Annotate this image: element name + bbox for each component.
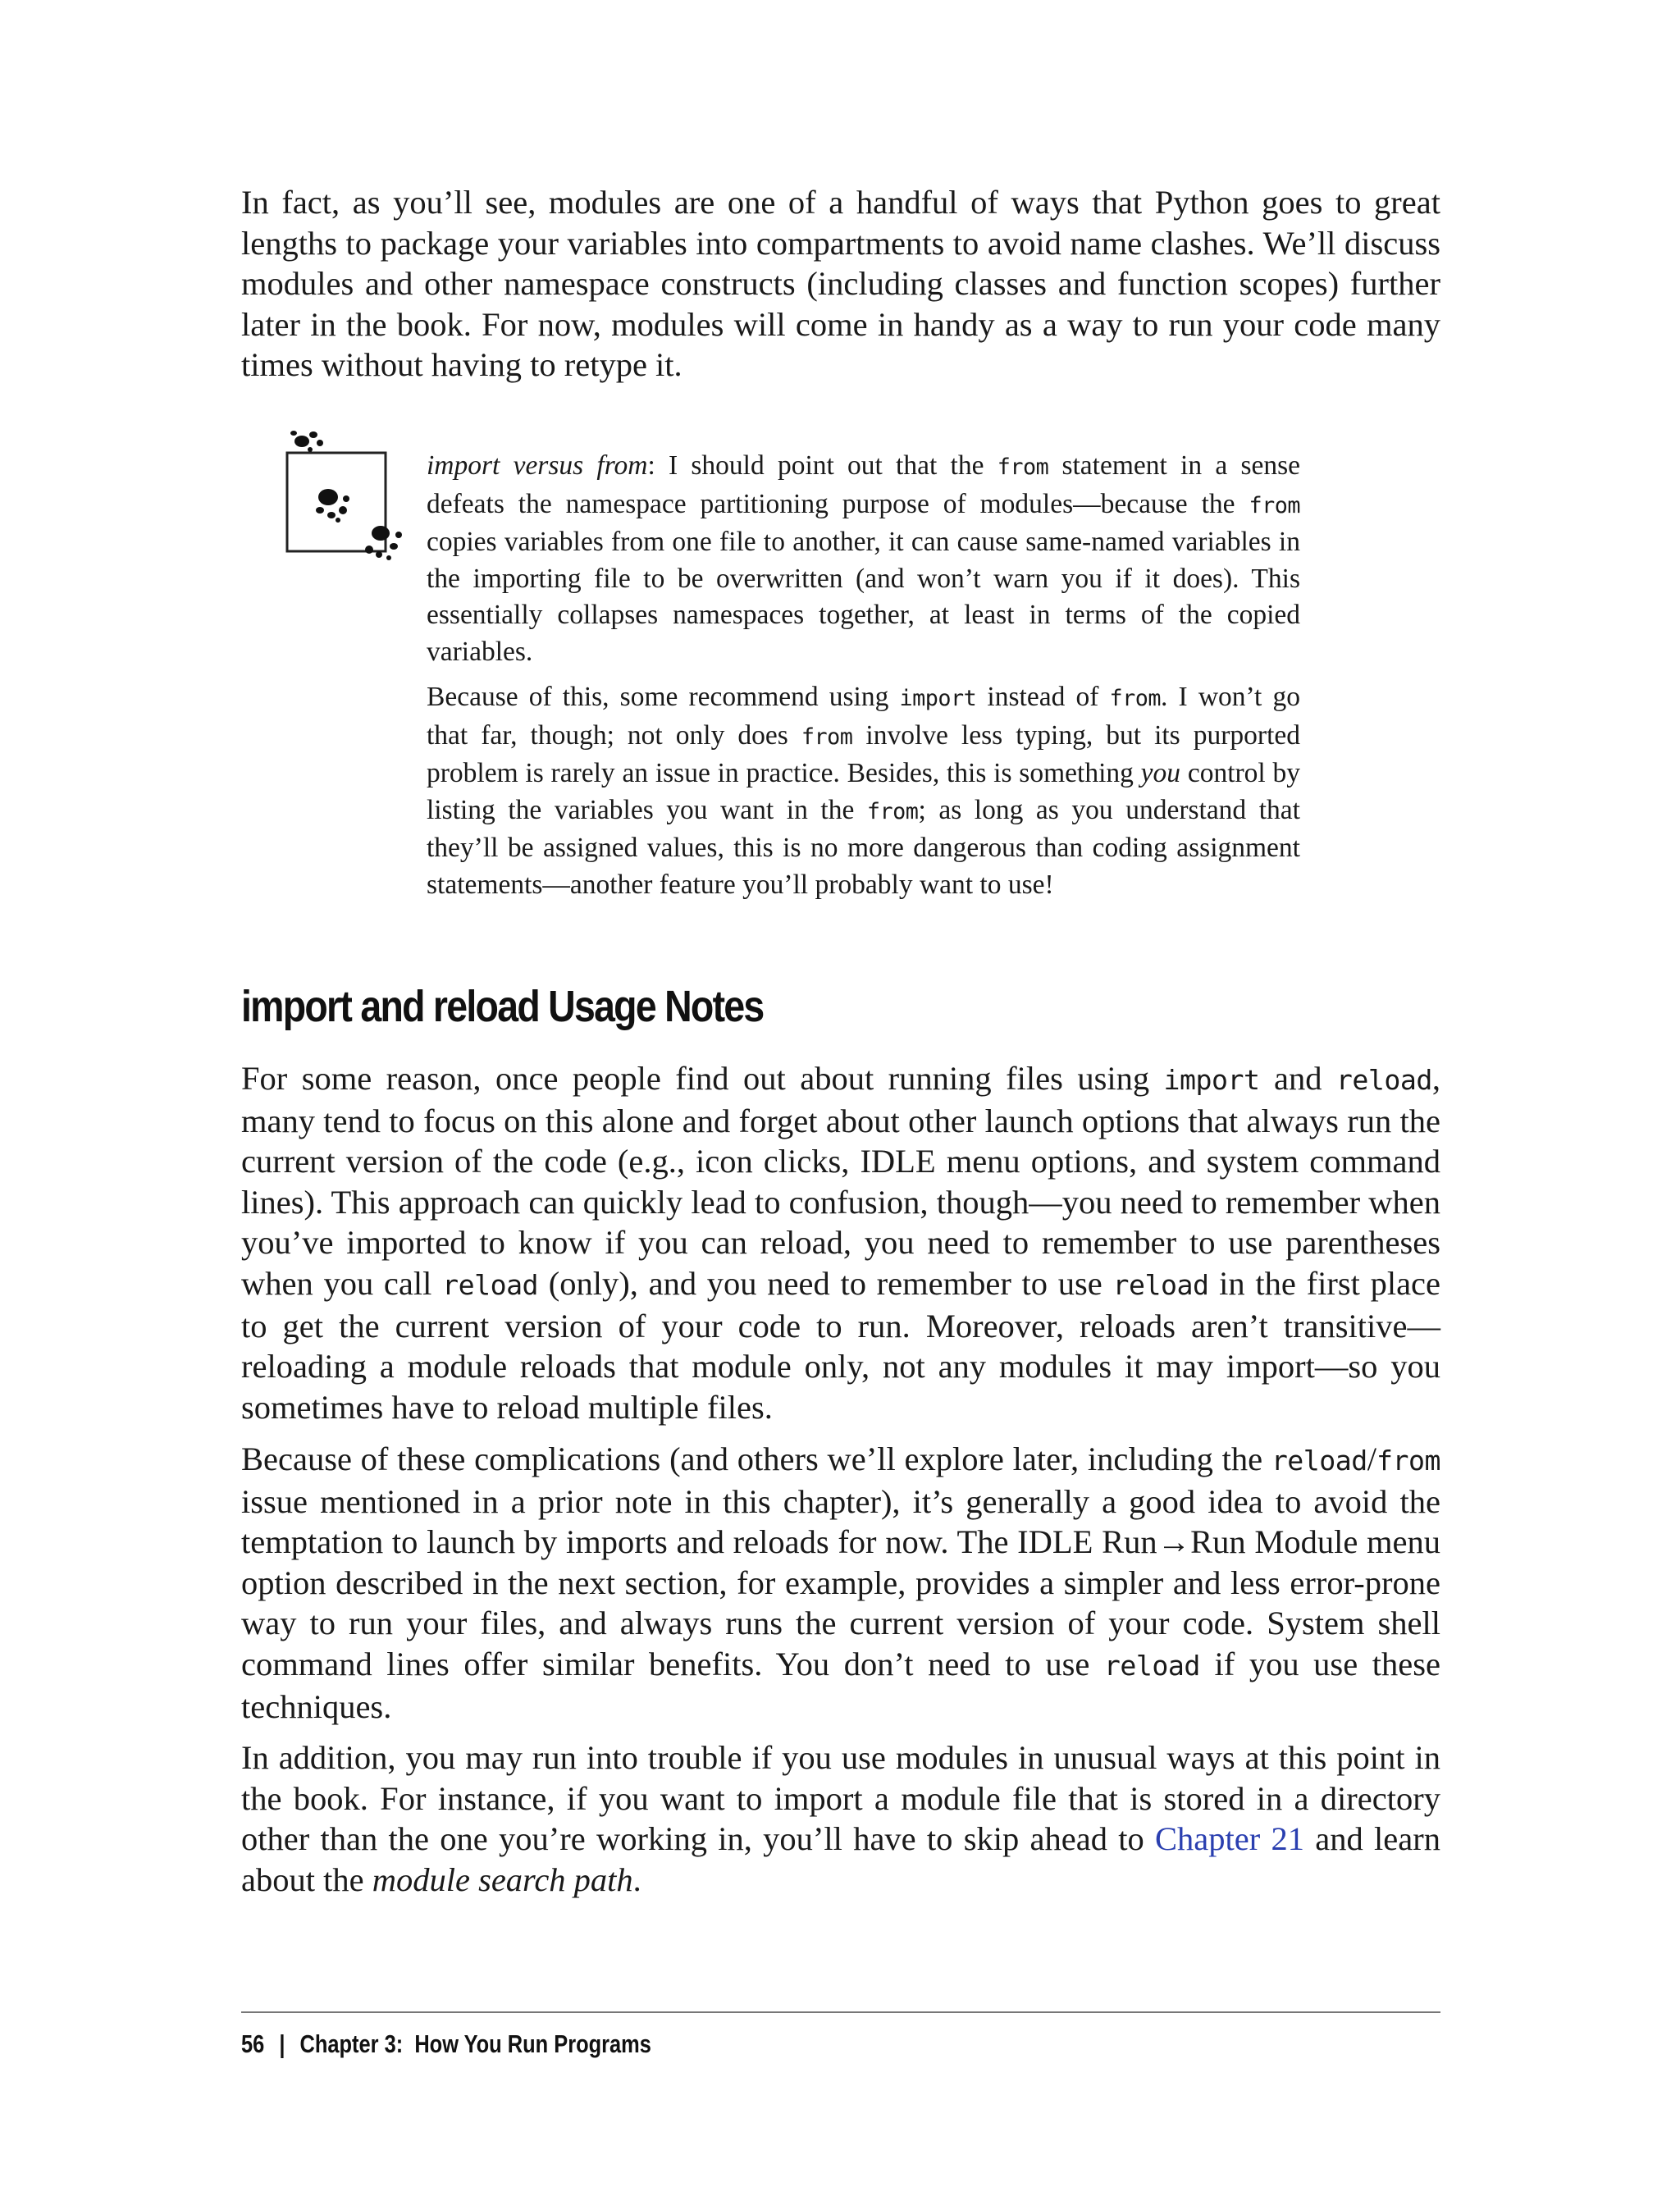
section-heading: import and reload Usage Notes: [241, 982, 764, 1031]
body-text: and: [1259, 1060, 1336, 1097]
footer-divider: [241, 2011, 1440, 2013]
raccoon-tracks-icon: [279, 418, 410, 566]
note-paragraph-2: [427, 679, 1300, 903]
body-text: in the first place to get the current version of your code to run. Moreover, reloads aren’t transitive—reloading a module reloads that module only, not any modules it may import—so you sometimes have to reload multiple files.: [241, 1264, 1440, 1426]
note-text: instead of: [976, 682, 1110, 712]
note-text: ; as long as you understand that they’ll be assigned values, this is no more dangerous than coding assignment statements—another feature you’ll probably want to use!: [427, 794, 1300, 900]
code-from: from: [801, 724, 853, 750]
code-from: from: [866, 798, 919, 824]
note-text: : I should point out that the: [647, 450, 998, 481]
section-paragraph-3: [241, 1737, 1440, 1900]
note-text: Because of this, some recommend using: [427, 682, 900, 712]
intro-paragraph: [241, 182, 1440, 386]
code-reload: reload: [1335, 1064, 1432, 1096]
code-reload: reload: [1103, 1649, 1200, 1682]
body-text: In addition, you may run into trouble if you use modules in unusual ways at this point in the book. For instance, if you want to import a module file that is stored in a directory other than the one you’re working in, you’ll have to skip ahead to: [241, 1739, 1440, 1858]
body-text: (only), and you need to remember to use: [538, 1264, 1113, 1302]
body-text: , many tend to focus on this alone and forget about other launch options that always run the current version of the code (e.g., icon clicks, IDLE menu options, and system command lines). This approach can quickly lead to confusion, though—you need to remember when you’ve imported to know if you can reload, you need to remember to use parentheses when you call: [241, 1060, 1440, 1302]
body-text: and learn about the: [241, 1820, 1440, 1898]
section-paragraph-1: [241, 1058, 1440, 1427]
note-text: . I won’t go that far, though; not only does: [427, 682, 1300, 751]
code-reload: reload: [1112, 1268, 1209, 1301]
note-paragraph-1: [427, 448, 1300, 670]
code-from: from: [1376, 1445, 1440, 1477]
page-number: 56: [241, 2029, 265, 2058]
body-text: issue mentioned in a prior note in this chapter), it’s generally a good idea to avoid the temptation to launch by imports and reloads for now. The IDLE Run→Run Module menu option described in the next section, for example, provides a simpler and less error-prone way to run your files, and always runs the current version of your code. System shell command lines offer similar benefits. You don’t need to use: [241, 1482, 1440, 1682]
note-text: statement in a sense defeats the namespace partitioning purpose of modules—because the: [427, 450, 1300, 519]
code-from: from: [1109, 686, 1162, 711]
note-text: copies variables from one file to another, it can cause same-named variables in the importing file to be overwritten (and won’t warn you if it does). This essentially collapses namespaces together, at least in terms of the copied variables.: [427, 527, 1300, 667]
code-from: from: [1249, 492, 1300, 518]
body-text: For some reason, once people find out about running files using: [241, 1060, 1164, 1097]
note-text: involve less typing, but its purported problem is rarely an issue in practice. Besides, this is something: [427, 719, 1300, 788]
code-from: from: [997, 454, 1049, 480]
emphasis-you: you: [1140, 758, 1181, 788]
emphasis-module-search-path: module search path: [372, 1860, 633, 1898]
intro-text: In fact, as you’ll see, modules are one of a handful of ways that Python goes to great lengths to package your variables into compartments to avoid name clashes. We’ll discuss modules and other namespace constructs (including classes and function scopes) further later in the book. For now, modules will come in handy as a way to run your code many times without having to retype it.: [241, 184, 1440, 384]
body-text: .: [632, 1860, 641, 1898]
chapter-title: Chapter 3: How You Run Programs: [299, 2029, 651, 2058]
section-paragraph-2: [241, 1439, 1440, 1727]
code-reload: reload: [1271, 1445, 1367, 1477]
footer-separator: |: [279, 2029, 285, 2058]
code-reload: reload: [442, 1268, 539, 1301]
body-text: /: [1367, 1440, 1377, 1477]
note-text: control by listing the variables you want in the: [427, 758, 1301, 825]
page-footer: [241, 2029, 651, 2059]
code-import: import: [899, 686, 977, 711]
chapter-21-link[interactable]: Chapter 21: [1155, 1820, 1305, 1858]
code-import: import: [1163, 1064, 1260, 1096]
body-text: Because of these complications (and others we’ll explore later, including the: [241, 1440, 1271, 1477]
note-title: import versus from: [427, 450, 648, 481]
body-text: if you use these techniques.: [241, 1645, 1440, 1725]
